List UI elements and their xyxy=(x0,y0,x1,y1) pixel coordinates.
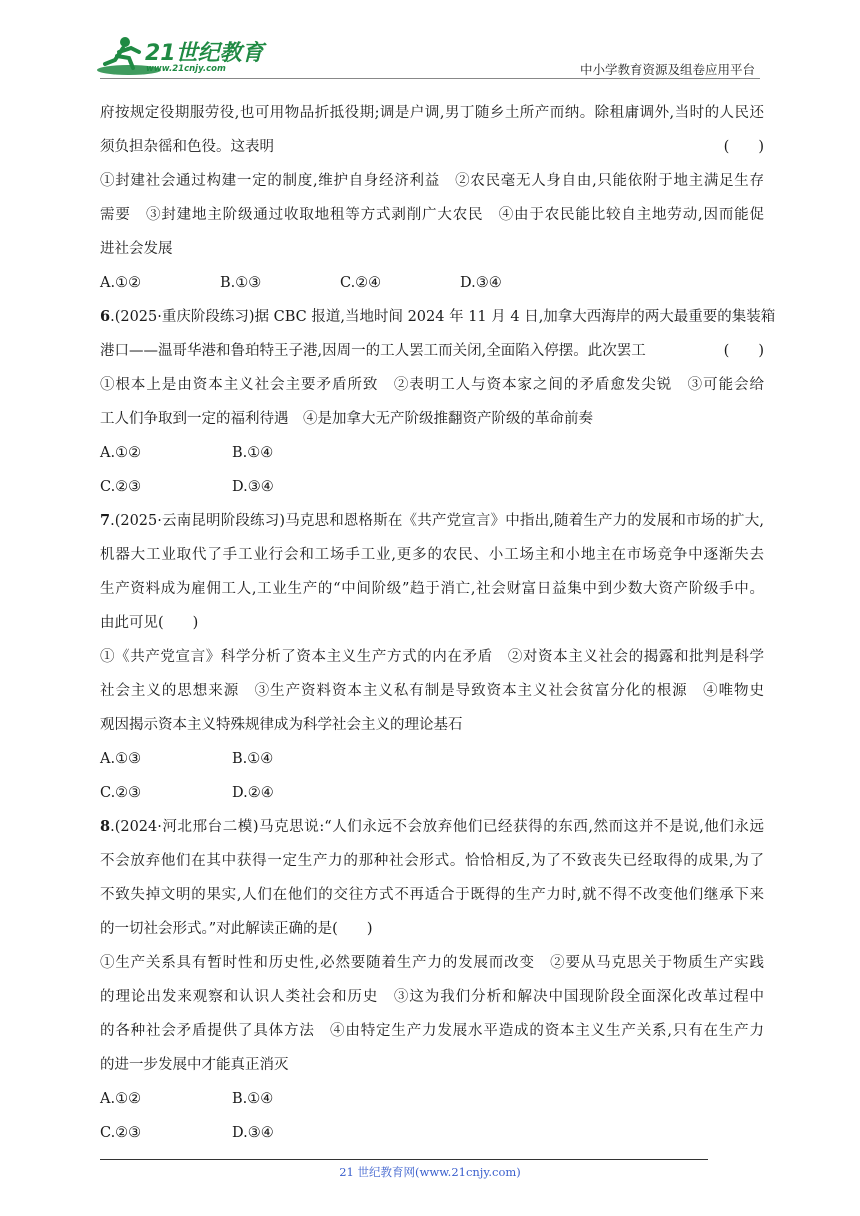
option-d[interactable]: D.②④ xyxy=(232,785,274,801)
q7-stem-text: .(2025·云南昆明阶段练习)马克思和恩格斯在《共产党宣言》中指出,随着生产力的发展和市场的扩大, xyxy=(110,513,764,529)
q7-options-row xyxy=(100,742,764,776)
option-c[interactable]: C.②③ xyxy=(100,785,142,801)
q7-statement-line: 社会主义的思想来源 ③生产资料资本主义私有制是导致资本主义社会贫富分化的根源 ④唯物史 xyxy=(100,683,764,699)
q6-stem-line xyxy=(100,334,764,368)
logo-url: www.21cnjy.com xyxy=(146,64,226,74)
q8-statement-line: 的进一步发展中才能真正消灭 xyxy=(100,1057,289,1073)
q6-options-row xyxy=(100,436,764,470)
q8-stem-line: 的一切社会形式。”对此解读正确的是( ) xyxy=(100,921,373,937)
option-c[interactable]: C.②④ xyxy=(340,275,382,291)
q7-stem-line: 生产资料成为雇佣工人,工业生产的“中间阶级”趋于消亡,社会财富日益集中到少数大资产阶级手中。 xyxy=(100,581,764,597)
q5-statement-line: 进社会发展 xyxy=(100,241,173,257)
option-a[interactable]: A.①② xyxy=(100,1091,142,1107)
page-header xyxy=(0,0,860,80)
q5-stem-line: 府按规定役期服劳役,也可用物品折抵役期;调是户调,男丁随乡土所产而纳。除租庸调外,当时的人民还 xyxy=(100,105,764,121)
option-a[interactable]: A.①② xyxy=(100,275,142,291)
answer-bracket: ( ) xyxy=(723,139,764,155)
q7-options-row xyxy=(100,776,764,810)
footer-divider xyxy=(100,1159,708,1160)
q8-stem-text: .(2024·河北邢台二模)马克思说:“人们永远不会放弃他们已经获得的东西,然而这并不是说,他们永远 xyxy=(110,819,764,835)
q7-statement-line: 观因揭示资本主义特殊规律成为科学社会主义的理论基石 xyxy=(100,717,463,733)
q5-stem-line xyxy=(100,130,764,164)
option-c[interactable]: C.②③ xyxy=(100,1125,142,1141)
option-b[interactable]: B.①④ xyxy=(232,445,274,461)
q7-stem-line xyxy=(100,504,764,538)
q5-stem-text: 须负担杂徭和色役。这表明 xyxy=(100,139,274,155)
logo-text: 21世纪教育 xyxy=(145,41,264,66)
q7-statement-line: ①《共产党宣言》科学分析了资本主义生产方式的内在矛盾 ②对资本主义社会的揭露和批判是科学 xyxy=(100,649,764,665)
q8-stem-line: 不会放弃他们在其中获得一定生产力的那种社会形式。恰恰相反,为了不致丧失已经取得的成果,为了 xyxy=(100,853,764,869)
q8-options-row xyxy=(100,1116,764,1150)
option-a[interactable]: A.①③ xyxy=(100,751,142,767)
q8-stem-line: 不致失掉文明的果实,人们在他们的交往方式不再适合于既得的生产力时,就不得不改变他们继承下来 xyxy=(100,887,764,903)
q8-statement-line: ①生产关系具有暂时性和历史性,必然要随着生产力的发展而改变 ②要从马克思关于物质生产实践 xyxy=(100,955,764,971)
option-a[interactable]: A.①② xyxy=(100,445,142,461)
footer-link[interactable]: 21 世纪教育网(www.21cnjy.com) xyxy=(339,1165,521,1179)
q8-statement-line: 的各种社会矛盾提供了具体方法 ④由特定生产力发展水平造成的资本主义生产关系,只有在生产力 xyxy=(100,1023,764,1039)
q6-statement-line: 工人们争取到一定的福利待遇 ④是加拿大无产阶级推翻资产阶级的革命前奏 xyxy=(100,411,593,427)
header-divider xyxy=(100,78,760,79)
answer-bracket: ( ) xyxy=(723,343,764,359)
q7-stem-line: 由此可见( ) xyxy=(100,615,199,631)
q8-stem-line xyxy=(100,810,764,844)
option-d[interactable]: D.③④ xyxy=(232,479,274,495)
option-b[interactable]: B.①③ xyxy=(220,275,262,291)
q5-statement-line: ①封建社会通过构建一定的制度,维护自身经济利益 ②农民毫无人身自由,只能依附于地主满足生存 xyxy=(100,173,764,189)
q5-options xyxy=(100,266,764,300)
q8-statement-line: 的理论出发来观察和认识人类社会和历史 ③这为我们分析和解决中国现阶段全面深化改革过程中 xyxy=(100,989,764,1005)
q7-stem-line: 机器大工业取代了手工业行会和工场手工业,更多的农民、小工场主和小地主在市场竞争中逐渐失去 xyxy=(100,547,764,563)
q6-statement-line: ①根本上是由资本主义社会主要矛盾所致 ②表明工人与资本家之间的矛盾愈发尖锐 ③可能会给 xyxy=(100,377,764,393)
question-content xyxy=(100,96,776,1150)
option-b[interactable]: B.①④ xyxy=(232,1091,274,1107)
q8-options-row xyxy=(100,1082,764,1116)
q5-statement-line: 需要 ③封建地主阶级通过收取地租等方式剥削广大农民 ④由于农民能比较自主地劳动,因而能促 xyxy=(100,207,764,223)
q6-options-row xyxy=(100,470,764,504)
option-b[interactable]: B.①④ xyxy=(232,751,274,767)
question-number: 8 xyxy=(100,818,111,835)
question-number: 7 xyxy=(100,512,111,529)
option-c[interactable]: C.②③ xyxy=(100,479,142,495)
question-number: 6 xyxy=(100,308,111,325)
option-d[interactable]: D.③④ xyxy=(460,275,502,291)
q6-stem-text: 港口——温哥华港和鲁珀特王子港,因周一的工人罢工而关闭,全面陷入停摆。此次罢工 xyxy=(100,343,646,359)
q6-stem-text: .(2025·重庆阶段练习)据 CBC 报道,当地时间 2024 年 11 月 4 日,加拿大西海岸的两大最重要的集装箱 xyxy=(110,309,776,325)
platform-tagline: 中小学教育资源及组卷应用平台 xyxy=(579,62,755,77)
option-d[interactable]: D.③④ xyxy=(232,1125,274,1141)
q6-stem-line xyxy=(100,300,776,334)
